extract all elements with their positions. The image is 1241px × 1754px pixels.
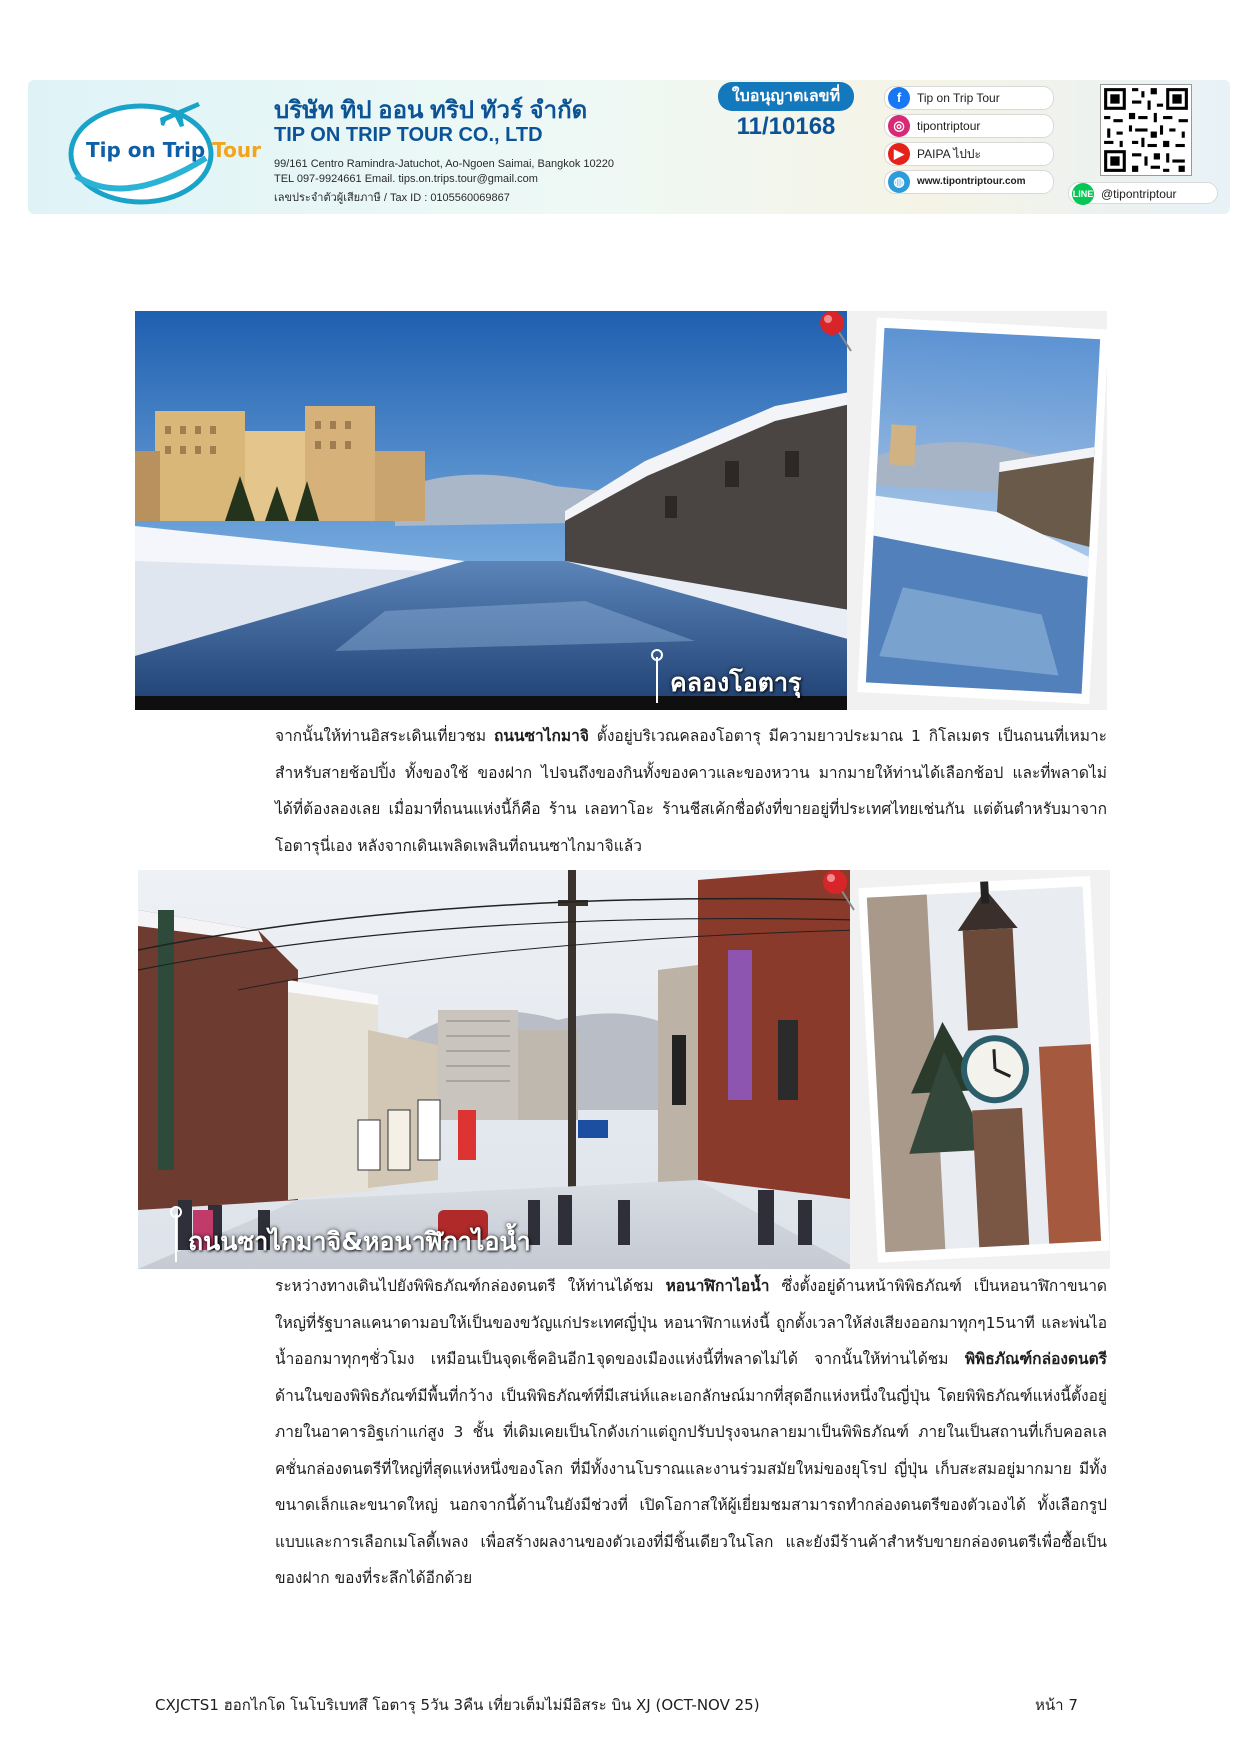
social-links <box>884 86 1054 198</box>
line-icon: LINE <box>1072 183 1094 205</box>
caption-marker-line <box>175 1214 177 1262</box>
instagram-label: tipontriptour <box>917 119 981 133</box>
website-link[interactable] <box>884 170 1054 194</box>
street-photo <box>138 870 1110 1269</box>
line-label: @tipontriptour <box>1101 187 1177 201</box>
instagram-icon: ◎ <box>888 115 910 137</box>
paragraph-music-box-museum: ระหว่างทางเดินไปยังพิพิธภัณฑ์กล่องดนตรี ให้ท่านได้ชม หอนาฬิกาไอน้ำ ซึ่งตั้งอยู่ด้านหน้าพิพิธภัณฑ์ เป็นหอนาฬิกาขนาดใหญ่ที่รัฐบาลแคนาดามอบให้เป็นของขวัญแก่ประเทศญี่ปุ่น หอนาฬิกาแห่งนี้ ถูกตั้งเวลาให้ส่งเสียงออกมาทุกๆ15นาที และพ่นไอน้ำออกมาทุกๆชั่วโมง เหมือนเป็นจุดเช็คอินอีก1จุดของเมืองแห่งนี้ที่พลาดไม่ได้ จากนั้นให้ท่านได้ชม พิพิธภัณฑ์กล่องดนตรี ด้านในของพิพิธภัณฑ์มีพื้นที่กว้าง เป็นพิพิธภัณฑ์ที่มีเสน่ห์และเอกลักษณ์มากที่สุดอีกแห่งหนึ่งในญี่ปุ่น โดยพิพิธภัณฑ์แห่งนี้ตั้งอยู่ภายในอาคารอิฐเก่าแก่สูง 3 ชั้น ที่เดิมเคยเป็นโกดังเก่าแต่ถูกปรับปรุงจนกลายมาเป็นพิพิธภัณฑ์ ภายในเป็นสถานที่เก็บคอลเลคชั่นกล่องดนตรีที่ใหญ่ที่สุดแห่งหนึ่งของโลก ที่มีทั้งงานโบราณและงานร่วมสมัยใหม่ของยุโรป ญี่ปุ่น เก็บสะสมอยู่มากมาย มีทั้งขนาดเล็กและขนาดใหญ่ นอกจากนี้ด้านในยังมีช่วงที่ เปิดโอกาสให้ผู้เยี่ยมชมสามารถทำกล่องดนตรีของตัวเองได้ ทั้งเลือกรูปแบบและการเลือกเมโลดี้เพลง เพื่อสร้างผลงานของตัวเองที่มีชิ้นเดียวในโลก และยังมีร้านค้าสำหรับขายกล่องดนตรีเพื่อซื้อเป็นของฝาก ของที่ระลึกได้อีกด้วย <box>275 1277 1107 1587</box>
web-icon: ◍ <box>888 171 910 193</box>
caption-marker-dot <box>170 1206 182 1218</box>
website-label: www.tipontriptour.com <box>917 176 1026 187</box>
youtube-label: PAIPA ไปปะ <box>917 147 981 161</box>
canal-photo <box>135 311 1107 710</box>
caption-marker-line <box>656 657 658 703</box>
street-photo-panel <box>138 870 1110 1269</box>
qr-code <box>1100 84 1192 176</box>
logo-wordmark: Tip on Trip Tour <box>86 138 261 162</box>
license-label: ใบอนุญาตเลขที่ <box>718 82 854 111</box>
music-box-museum-highlight: พิพิธภัณฑ์กล่องดนตรี <box>964 1350 1107 1368</box>
license-number: 11/10168 <box>736 113 836 140</box>
facebook-link[interactable] <box>884 86 1054 110</box>
caption-marker-dot <box>651 649 663 661</box>
line-link[interactable] <box>1068 182 1218 204</box>
footer-tour-code: CXJCTS1 ฮอกไกโด โนโบริเบทสึ โอตารุ 5วัน 3คืน เที่ยวเต็มไม่มีอิสระ บิน XJ (OCT-NOV 25) <box>155 1696 760 1714</box>
youtube-icon: ▶ <box>888 143 910 165</box>
canal-photo-panel <box>135 311 1107 710</box>
instagram-link[interactable] <box>884 114 1054 138</box>
sakaimachi-street-highlight: ถนนซาไกมาจิ <box>493 727 589 745</box>
company-tax-id: เลขประจำตัวผู้เสียภาษี / Tax ID : 0105560069867 <box>274 192 510 204</box>
youtube-link[interactable] <box>884 142 1054 166</box>
paragraph-sakaimachi: จากนั้นให้ท่านอิสระเดินเที่ยวชม ถนนซาไกมาจิ ตั้งอยู่บริเวณคลองโอตารุ มีความยาวประมาณ 1 กิโลเมตร เป็นถนนที่เหมาะสำหรับสายช้อปปิ้ง ทั้งของใช้ ของฝาก ไปจนถึงของกินทั้งของคาวและของหวาน มากมายให้ท่านได้เลือกช้อป และที่พลาดไม่ได้ที่ต้องลองเลย เมื่อมาที่ถนนแห่งนี้ก็คือ ร้าน เลอทาโอะ ร้านชีสเค้กชื่อดังที่ขายอยู่ที่ประเทศไทยเช่นกัน แต่ต้นตำหรับมาจากโอตารุนี่เอง หลังจากเดินเพลิดเพลินที่ถนนซาไกมาจิแล้ว <box>275 727 1107 855</box>
canal-caption: คลองโอตารุ <box>670 668 802 697</box>
airplane-icon <box>158 94 202 130</box>
header-banner <box>28 80 1230 214</box>
company-name-th: บริษัท ทิป ออน ทริป ทัวร์ จำกัด <box>274 97 588 124</box>
license-box <box>696 80 876 140</box>
steam-clock-highlight: หอนาฬิกาไอน้ำ <box>665 1277 770 1295</box>
facebook-icon: f <box>888 87 910 109</box>
company-name-en: TIP ON TRIP TOUR CO., LTD <box>274 124 543 146</box>
company-address: 99/161 Centro Ramindra-Jatuchot, Ao-Ngoen Saimai, Bangkok 10220 <box>274 158 614 170</box>
company-contact: TEL 097-9924661 Email. tips.on.trips.tour@gmail.com <box>274 173 538 185</box>
facebook-label: Tip on Trip Tour <box>917 91 1000 105</box>
street-caption: ถนนซาไกมาจิ&หอนาฬิกาไอน้ำ <box>188 1227 531 1256</box>
footer-page-number: หน้า 7 <box>1035 1696 1078 1714</box>
